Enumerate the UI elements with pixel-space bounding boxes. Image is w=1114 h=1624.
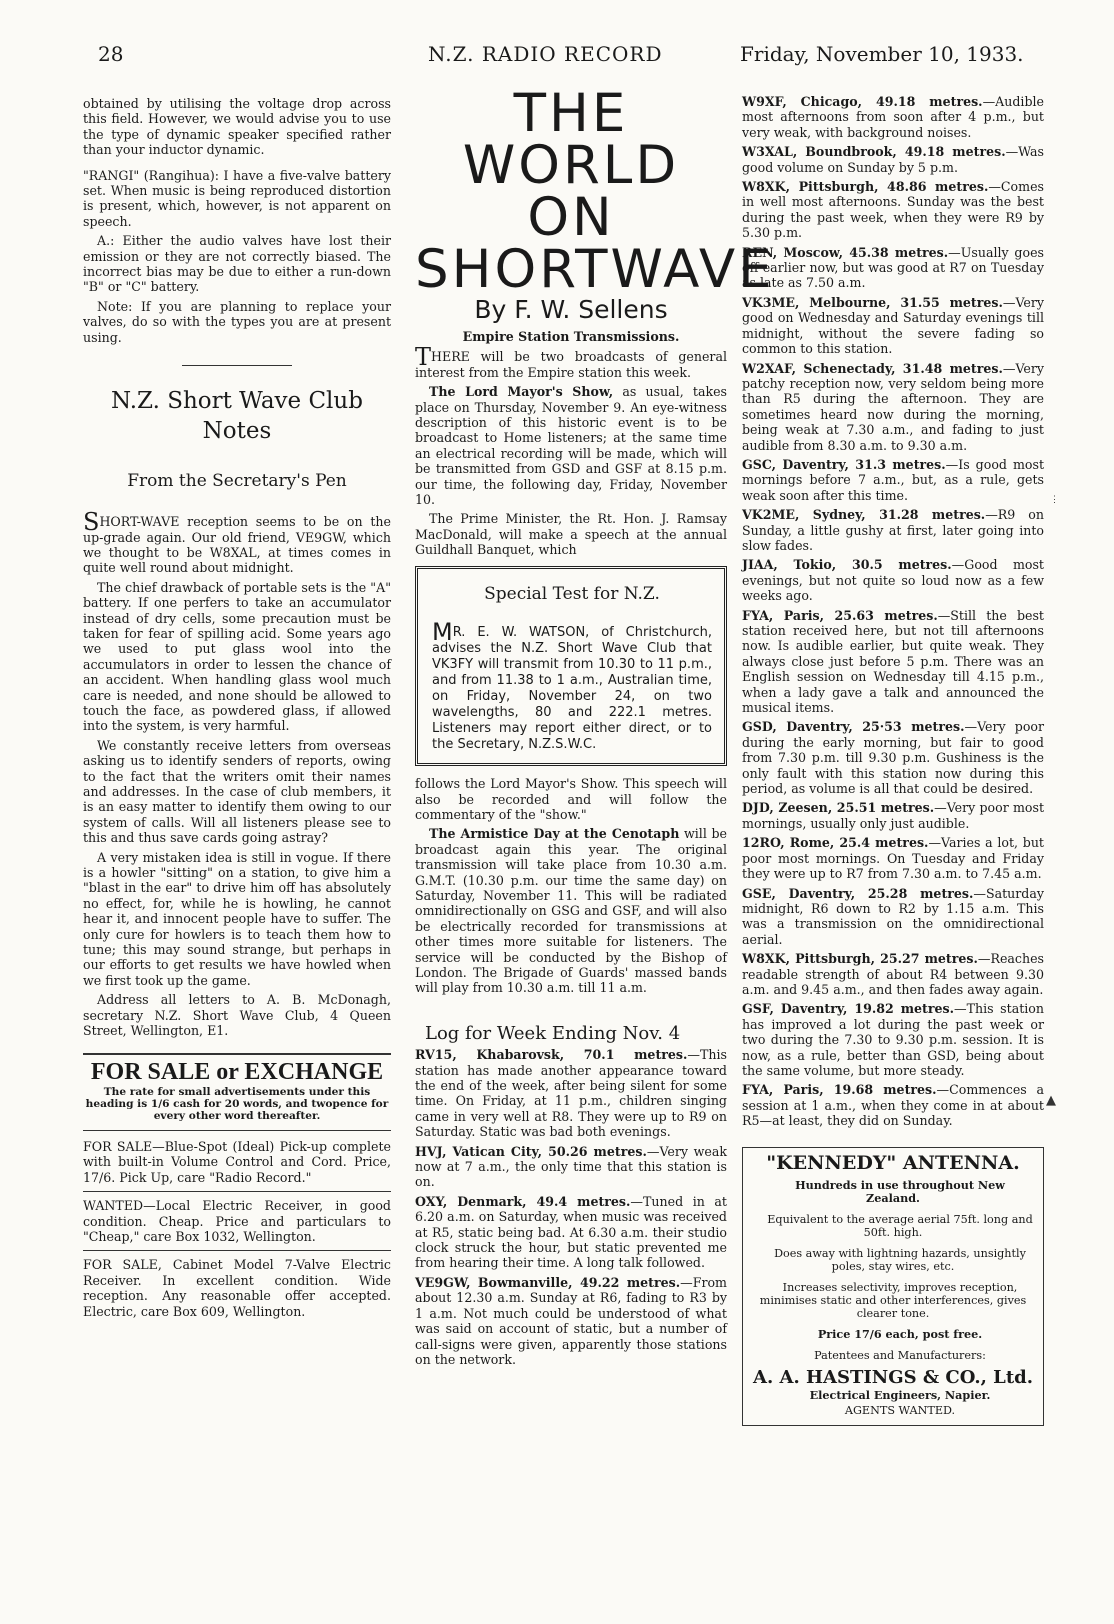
station-name: VK2ME, Sydney, 31.28 metres. [742,507,986,523]
station-report: —Very good on Wednesday and Saturday evenings till midnight, without the severe fading so common to this station. [742,294,1044,357]
special-test-box [415,566,727,766]
ad-company: A. A. HASTINGS & CO., Ltd. [753,1367,1033,1388]
for-sale-heading: FOR SALE or EXCHANGE [90,1058,384,1085]
article-paragraph: The Lord Mayor's Show, as usual, takes place on Thursday, November 9. An eye-witness description of this historic event is to be broadcast to Home listeners; at the same time an electrical recording will be made, which will be transmitted from GSD and GSF at 8.15 p.m. our time, the following day, Friday, November 10. [415,384,727,508]
column-right [742,94,1044,1426]
log-entry [415,1194,727,1271]
log-entry [415,1144,727,1190]
log-entry [742,835,1044,881]
ad-rate-note: The rate for small advertisements under this heading is 1/6 cash for 20 words, and twopence for every other word thereafter. [85,1085,389,1122]
log-entry [415,1047,727,1139]
club-address: Address all letters to A. B. McDonagh, secretary N.Z. Short Wave Club, 4 Queen Street, Wellington, E1. [83,992,391,1039]
byline: By F. W. Sellens [474,295,668,324]
station-report: —From about 12.30 a.m. Sunday at R6, fading to R3 by 1 a.m. Not much could be understood of what was said on account of static, but a number of call-signs were given, apparently those stations on the network. [415,1274,727,1367]
drop-cap: M [432,618,453,647]
station-report: —Commences a session at 1 a.m., when they come in at about R5—at least, they did on Sunday. [742,1082,1044,1129]
club-notes-title: N.Z. Short Wave Club Notes [111,388,363,445]
station-name: VK3ME, Melbourne, 31.55 metres. [742,294,1003,310]
log-entry [742,179,1044,241]
station-name: W8XK, Pittsburgh, 48.86 metres. [742,179,989,195]
headline: ON [527,187,615,248]
ad-title: "KENNEDY" ANTENNA. [766,1151,1020,1174]
station-name: W8XK, Pittsburgh, 25.27 metres. [742,951,978,967]
log-entry [742,557,1044,603]
publication-title: N.Z. RADIO RECORD [428,42,663,66]
box-title: Special Test for N.Z. [484,583,660,604]
station-report: —Very poor most mornings, usually only just audible. [742,800,1045,831]
log-entry [742,245,1044,291]
log-entry [415,1275,727,1367]
station-report: —Saturday midnight, R6 down to R2 by 1.15 a.m. This was a transmission on the omnidirectional aerial. [742,885,1044,947]
log-list-right [742,94,1044,1129]
query-rangi: "RANGI" (Rangihua): I have a five-valve battery set. When music is being reproduced distortion is present, which, however, is not apparent on speech. [83,167,391,229]
log-entry [742,1082,1044,1128]
station-report: —This station has improved a lot during the past week or two during the 7.30 to 9.30 p.m. session. It is now, as a rule, better than GSD, being about the same volume, but more steady. [742,1001,1044,1078]
station-name: FYA, Paris, 19.68 metres. [742,1082,937,1098]
log-entry [742,361,1044,453]
note-rangi: Note: If you are planning to replace your valves, do so with the types you are at present using. [83,298,391,345]
log-entry [742,886,1044,948]
divider [83,1250,391,1251]
classified-ad: WANTED—Local Electric Receiver, in good condition. Cheap. Price and particulars to "Cheap," care Box 1032, Wellington. [83,1198,391,1244]
ad-line: Electrical Engineers, Napier. [809,1388,991,1403]
column-center [415,83,775,1371]
station-report: —Still the best station received here, but not till afternoons now. Is audible earlier, but quite weak. They always close just before 5 p.m. There was an English session on Wednesday till 4.15 p.m., when a lady gave a talk and announced the musical items. [742,607,1044,716]
ad-price: Price 17/6 each, post free. [817,1327,983,1341]
station-report: —Usually goes off earlier now, but was good at R7 on Tuesday as late as 7.50 a.m. [742,244,1044,291]
log-entry [742,457,1044,503]
station-report: —Very patchy reception now, very seldom being more than R5 during the afternoon. They are sometimes heard now during the morning, being weak at 7.30 a.m., and fading to just audible from 8.30 a.m. to 9.30 a.m. [742,360,1044,453]
station-name: GSE, Daventry, 25.28 metres. [742,885,974,901]
classified-ad: FOR SALE—Blue-Spot (Ideal) Pick-up complete with built-in Volume Control and Cord. Price, 17/6. Pick Up, care "Radio Record." [83,1138,391,1185]
answer-continued: obtained by utilising the voltage drop across this field. However, we would advise you to use the type of dynamic speaker specified rather than your inductor dynamic. [83,96,391,158]
log-entry [742,800,1044,831]
article-paragraph: THERE will be two broadcasts of general interest from the Empire station this week. [415,342,727,380]
station-report: —Comes in well most afternoons. Sunday was the best during the past week, when they were R9 by 5.30 p.m. [742,179,1044,241]
ad-line: Increases selectivity, improves reception, minimises static and other interferences, gives clearer tone. [759,1281,1027,1320]
article-paragraph: follows the Lord Mayor's Show. This speech will also be recorded and will follow the commentary of the "show." [415,776,727,822]
article-paragraph: The Armistice Day at the Cenotaph will be broadcast again this year. The original transmission will take place from 10.30 a.m. G.M.T. (10.30 p.m. our time the same day) on Saturday, November 11. This will be radiated omnidirectionally on GSG and GSF, and will also be electrically recorded for transmissions at other times more suitable for listeners. The service will be conducted by the Bishop of London. The Brigade of Guards' massed bands will play from 10.30 a.m. till 11 a.m. [415,826,727,996]
log-title: Log for Week Ending Nov. 4 [425,1022,681,1044]
log-entry [742,94,1044,140]
club-paragraph: SHORT-WAVE reception seems to be on the up-grade again. Our old friend, VE9GW, which we thought to be W8XAL, at times comes in quite well round about midnight. [83,507,391,576]
log-list-center [415,1047,727,1367]
ad-line: AGENTS WANTED. [844,1404,956,1418]
station-report: —Was good volume on Sunday by 5 p.m. [742,144,1044,175]
station-name: GSC, Daventry, 31.3 metres. [742,456,946,472]
margin-mark-icon: ⋮ [1050,495,1059,505]
headline: THE WORLD [462,83,680,196]
divider [83,1191,391,1192]
station-name: GSD, Daventry, 25·53 metres. [742,719,965,735]
station-report: —Good most evenings, but not quite so loud now as a few weeks ago. [742,557,1044,604]
station-name: 12RO, Rome, 25.4 metres. [742,835,929,851]
section-subtitle: Empire Station Transmissions. [462,329,680,345]
station-report: —Very weak now at 7 a.m., the only time that this station is on. [415,1143,727,1190]
log-entry [742,295,1044,357]
log-entry [742,719,1044,796]
club-paragraph: The chief drawback of portable sets is the "A" battery. If one perfers to take an accumulator instead of dry cells, some precaution must be taken for fear of spilling acid. Some years ago we used to put glass wool into the accumulators in order to lessen the chance of an accident. When handling glass wool much care is needed, and none should be allowed to touch the face, as powdered glass, if allowed into the system, is very harmful. [83,579,391,734]
station-name: W2XAF, Schenectady, 31.48 metres. [742,360,1003,376]
station-report: —Audible most afternoons from soon after 4 p.m., but very weak, with background noises. [742,94,1044,140]
ad-line: Does away with lightning hazards, unsightly poles, stay wires, etc. [774,1247,1026,1273]
station-report: —Tuned in at 6.20 a.m. on Saturday, when music was received at R5, static being bad. At 6.30 a.m. their studio clock struck the hour, but static prevented me from hearing their time. A long talk followed. [415,1193,727,1271]
station-name: REN, Moscow, 45.38 metres. [742,244,949,260]
station-name: VE9GW, Bowmanville, 49.22 metres. [415,1274,681,1290]
club-paragraph: We constantly receive letters from overseas asking us to identify senders of reports, owing to the fact that the writers omit their names and addresses. In the case of club members, it is an easy matter to identify them owing to our system of calls. Will all listeners please see to this and thus save cards going astray? [83,737,391,846]
box-text: MR. E. W. WATSON, of Christchurch, advises the N.Z. Short Wave Club that VK3FY will transmit from 10.30 to 11 p.m., and from 11.38 to 1 a.m., Australian time, on Friday, November 24, on two wavelengths, 80 and 222.1 metres. Listeners may report either direct, or to the Secretary, N.Z.S.W.C. [432,618,712,753]
station-name: RV15, Khabarovsk, 70.1 metres. [415,1047,688,1063]
station-name: W3XAL, Boundbrook, 49.18 metres. [742,144,1006,160]
station-name: DJD, Zeesen, 25.51 metres. [742,800,935,816]
station-report: —Very poor during the early morning, but fair to good from 7.30 p.m. till 9.30 p.m. Gushiness is the only fault with this station now during this period, as volume is all that could be desired. [742,719,1045,797]
log-entry [742,1001,1044,1078]
ad-line: Patentees and Manufacturers: [814,1349,986,1362]
divider [182,365,292,366]
log-entry [742,144,1044,175]
article-paragraph: The Prime Minister, the Rt. Hon. J. Ramsay MacDonald, will make a speech at the annual Guildhall Banquet, which [415,511,727,558]
station-name: HVJ, Vatican City, 50.26 metres. [415,1143,647,1159]
answer-rangi: A.: Either the audio valves have lost their emission or they are not correctly biased. The incorrect bias may be due to either a run-down "B" or "C" battery. [83,233,391,295]
station-report: —This station has made another appearance toward the end of the week, after being silent for some time. On Friday, at 11 p.m., children singing came in very well at R8. They were up to R9 on Saturday. Static was bad both evenings. [415,1047,727,1140]
station-name: JIAA, Tokio, 30.5 metres. [742,557,952,573]
kennedy-antenna-ad [742,1147,1044,1427]
margin-mark-icon: ▲ [1046,1093,1056,1108]
station-report: —Is good most mornings before 7 a.m., but, as a rule, gets weak soon after this time. [742,456,1045,503]
station-name: FYA, Paris, 25.63 metres. [742,607,938,623]
issue-date: Friday, November 10, 1933. [740,42,1024,66]
station-name: GSF, Daventry, 19.82 metres. [742,1001,955,1017]
log-entry [742,608,1044,716]
section-subtitle: From the Secretary's Pen [127,471,347,492]
station-report: —Reaches readable strength of about R4 between 9.30 a.m. and 9.45 a.m., and then fades away again. [742,951,1044,997]
headline: SHORTWAVE [415,239,775,300]
station-report: —R9 on Sunday, a little gushy at first, later going into slow fades. [742,507,1044,553]
classified-ad: FOR SALE, Cabinet Model 7-Valve Electric Receiver. In excellent condition. Wide reception. Any reasonable offer accepted. Electric, care Box 609, Wellington. [83,1257,391,1319]
station-report: —Varies a lot, but poor most mornings. On Tuesday and Friday they were up to R7 from 7.30 a.m. to 7.45 a.m. [742,835,1044,882]
log-entry [742,507,1044,553]
station-name: OXY, Denmark, 49.4 metres. [415,1193,631,1209]
club-paragraph: A very mistaken idea is still in vogue. If there is a howler "sitting" on a station, to give him a "blast in the ear" to drive him off has absolutely no effect, for, while he is howling, he cannot hear it, and innocent people have to suffer. The only cure for howlers is to teach them how to tune; this may sound strange, but perhaps in our efforts to get results we have howled when we first took up the game. [83,849,391,988]
page-number: 28 [98,42,124,66]
ad-subtitle: Hundreds in use throughout New Zealand. [795,1178,1005,1205]
divider [83,1130,391,1131]
log-entry [742,951,1044,997]
drop-cap: S [83,507,100,536]
divider [83,1053,391,1055]
ad-line: Equivalent to the average aerial 75ft. long and 50ft. high. [767,1213,1033,1239]
station-name: W9XF, Chicago, 49.18 metres. [742,94,983,109]
column-left [83,96,391,1323]
drop-cap: T [415,342,432,371]
